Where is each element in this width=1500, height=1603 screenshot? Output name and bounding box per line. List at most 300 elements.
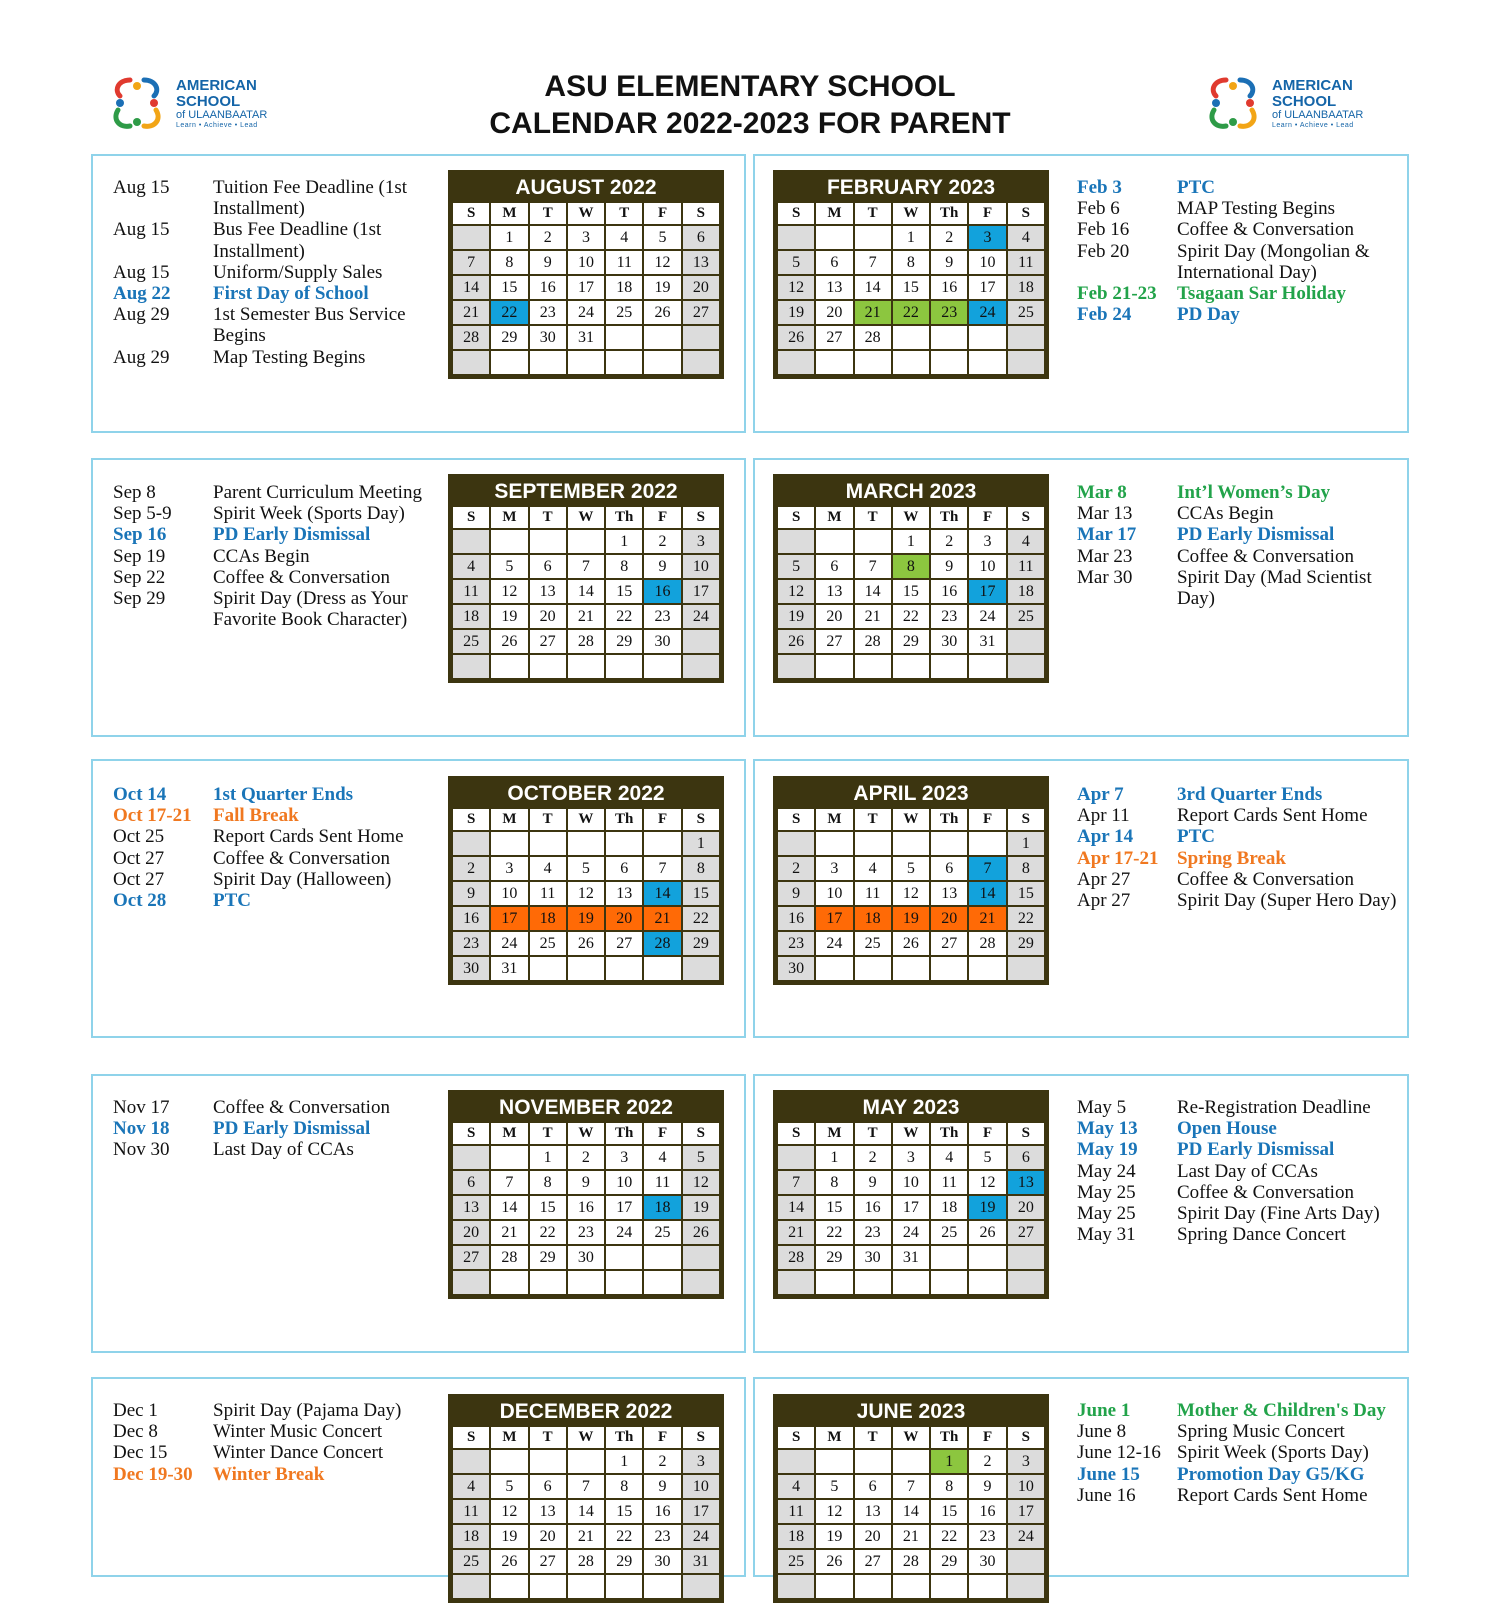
calendar-day-cell: 5 (969, 1146, 1005, 1169)
calendar-day-cell: 7 (644, 857, 680, 880)
calendar-day-cell (969, 326, 1005, 349)
calendar-day-cell: 14 (491, 1196, 527, 1219)
weekday-header: Th (931, 1123, 967, 1144)
calendar-day-cell (683, 630, 719, 653)
event-row (113, 304, 433, 346)
event-title: Coffee & Conversation (1177, 545, 1354, 567)
logo-line1: AMERICAN (176, 77, 257, 94)
event-date: Feb 21-23 (1077, 283, 1157, 305)
calendar-day-cell: 17 (568, 276, 604, 299)
event-date: Sep 22 (113, 566, 166, 588)
weekday-header: S (453, 507, 489, 528)
calendar-day-cell: 7 (568, 1475, 604, 1498)
event-title: Coffee & Conversation (213, 566, 390, 588)
event-row (113, 567, 433, 588)
event-title: PD Early Dismissal (213, 524, 371, 546)
calendar-day-cell: 14 (969, 882, 1005, 905)
calendar-day-cell: 23 (644, 605, 680, 628)
calendar-day-cell: 22 (1008, 907, 1044, 930)
calendar-day-cell: 13 (683, 251, 719, 274)
calendar-day-cell: 11 (931, 1171, 967, 1194)
calendar-day-cell: 19 (816, 1525, 852, 1548)
event-row (1077, 1224, 1407, 1245)
weekday-header: F (644, 1123, 680, 1144)
calendar-day-cell: 23 (931, 301, 967, 324)
event-row (1077, 1203, 1407, 1224)
event-date: Sep 8 (113, 482, 156, 503)
event-title: Spirit Week (Sports Day) (1177, 1442, 1369, 1464)
calendar-day-cell: 4 (606, 226, 642, 249)
calendar-day-cell: 4 (453, 555, 489, 578)
event-date: Apr 11 (1077, 805, 1130, 827)
weekday-header: T (530, 1427, 566, 1448)
calendar-day-cell: 15 (491, 276, 527, 299)
calendar-day-cell: 16 (530, 276, 566, 299)
calendar-day-cell: 28 (855, 326, 891, 349)
calendar-day-cell: 25 (644, 1221, 680, 1244)
calendar-day-cell (606, 655, 642, 678)
event-date: May 25 (1077, 1203, 1136, 1225)
event-title: Coffee & Conversation (213, 1097, 390, 1118)
weekday-header: W (568, 1427, 604, 1448)
calendar-day-cell: 2 (778, 857, 814, 880)
event-date: May 25 (1077, 1181, 1136, 1203)
calendar-day-cell: 21 (855, 301, 891, 324)
calendar-day-cell (893, 1575, 929, 1598)
event-row (1077, 1097, 1407, 1118)
logo-line3: of ULAANBAATAR (1272, 109, 1364, 121)
calendar-day-cell: 12 (969, 1171, 1005, 1194)
event-title: PD Day (1177, 304, 1240, 326)
calendar-day-cell: 24 (893, 1221, 929, 1244)
calendar-day-cell: 26 (778, 630, 814, 653)
calendar-day-cell (931, 655, 967, 678)
logo-line3: of ULAANBAATAR (176, 109, 268, 121)
calendar-day-cell: 28 (568, 1550, 604, 1573)
calendar-day-cell: 5 (816, 1475, 852, 1498)
event-row (1077, 1161, 1407, 1182)
calendar-day-cell: 27 (816, 630, 852, 653)
calendar-day-cell: 9 (530, 251, 566, 274)
calendar-day-cell: 18 (1008, 276, 1044, 299)
calendar-day-cell: 21 (453, 301, 489, 324)
calendar-day-cell: 13 (931, 882, 967, 905)
weekday-header: S (778, 809, 814, 830)
weekday-header: F (969, 507, 1005, 528)
weekday-header: F (644, 1427, 680, 1448)
calendar-day-cell: 26 (644, 301, 680, 324)
calendar-day-cell: 31 (893, 1246, 929, 1269)
event-row (113, 1400, 433, 1421)
weekday-header: S (1008, 203, 1044, 224)
calendar-day-cell (491, 351, 527, 374)
event-title: PD Early Dismissal (1177, 524, 1335, 546)
calendar-day-cell: 10 (1008, 1475, 1044, 1498)
weekday-header: S (778, 1123, 814, 1144)
calendar-day-cell: 20 (453, 1221, 489, 1244)
event-row (1077, 1485, 1407, 1506)
event-date: Apr 27 (1077, 890, 1131, 912)
calendar-day-cell: 6 (453, 1171, 489, 1194)
calendar-day-cell (855, 655, 891, 678)
calendar-day-cell: 3 (969, 226, 1005, 249)
calendar-day-cell (1008, 630, 1044, 653)
event-title: 3rd Quarter Ends (1177, 784, 1323, 805)
calendar-day-cell (816, 655, 852, 678)
calendar-day-cell: 22 (491, 301, 527, 324)
calendar-day-cell (778, 226, 814, 249)
weekday-header: T (530, 203, 566, 224)
calendar-day-cell: 7 (893, 1475, 929, 1498)
event-date: Oct 27 (113, 847, 165, 869)
calendar-day-cell (816, 957, 852, 980)
calendar-day-cell: 26 (683, 1221, 719, 1244)
calendar-day-cell: 15 (1008, 882, 1044, 905)
calendar-day-cell: 8 (893, 555, 929, 578)
calendar-day-cell: 25 (453, 630, 489, 653)
calendar-day-cell: 29 (683, 932, 719, 955)
event-date: Mar 13 (1077, 503, 1133, 525)
calendar-day-cell: 13 (816, 276, 852, 299)
weekday-header: S (1008, 1123, 1044, 1144)
calendar-day-cell: 29 (530, 1246, 566, 1269)
calendar-day-cell: 6 (606, 857, 642, 880)
calendar-day-cell (816, 832, 852, 855)
calendar-day-cell: 30 (568, 1246, 604, 1269)
calendar-day-cell: 23 (453, 932, 489, 955)
calendar-day-cell (568, 832, 604, 855)
calendar-day-cell: 19 (778, 605, 814, 628)
calendar-day-cell (778, 655, 814, 678)
calendar-day-cell (530, 832, 566, 855)
calendar-day-cell: 4 (644, 1146, 680, 1169)
calendar-day-cell (855, 226, 891, 249)
weekday-header: Th (606, 1427, 642, 1448)
calendar-day-cell (644, 1271, 680, 1294)
weekday-header: W (568, 507, 604, 528)
month-title: AUGUST 2022 (451, 173, 721, 203)
calendar-day-cell: 8 (606, 1475, 642, 1498)
calendar-day-cell (683, 1246, 719, 1269)
weekday-header: F (644, 809, 680, 830)
calendar-day-cell (453, 832, 489, 855)
calendar-day-cell: 3 (491, 857, 527, 880)
event-date: Aug 22 (113, 283, 171, 305)
calendar-day-cell: 2 (931, 226, 967, 249)
calendar-day-cell: 19 (683, 1196, 719, 1219)
calendar-day-cell: 12 (816, 1500, 852, 1523)
calendar-day-cell: 7 (568, 555, 604, 578)
calendar-day-cell (568, 1271, 604, 1294)
calendar-day-cell: 30 (644, 630, 680, 653)
event-date: Nov 30 (113, 1139, 170, 1161)
event-title: Last Day of CCAs (213, 1139, 354, 1161)
calendar-day-cell: 16 (969, 1500, 1005, 1523)
calendar-day-cell: 17 (1008, 1500, 1044, 1523)
weekday-header: M (491, 1427, 527, 1448)
calendar-apr (773, 776, 1049, 985)
calendar-day-cell (644, 957, 680, 980)
event-title: Report Cards Sent Home (1177, 1484, 1368, 1506)
calendar-day-cell: 20 (530, 605, 566, 628)
event-title: Coffee & Conversation (1177, 219, 1354, 241)
calendar-day-cell: 27 (1008, 1221, 1044, 1244)
calendar-day-cell: 17 (816, 907, 852, 930)
calendar-day-cell: 5 (644, 226, 680, 249)
calendar-day-cell: 1 (683, 832, 719, 855)
calendar-day-cell: 2 (453, 857, 489, 880)
event-title: Spring Break (1177, 847, 1286, 869)
calendar-day-cell (778, 1575, 814, 1598)
calendar-day-cell: 20 (816, 301, 852, 324)
event-title: Spirit Day (Mad Scientist Day) (1177, 566, 1372, 610)
calendar-day-cell: 5 (491, 1475, 527, 1498)
calendar-day-cell: 13 (816, 580, 852, 603)
calendar-day-cell (644, 832, 680, 855)
calendar-day-cell (644, 655, 680, 678)
event-date: June 16 (1077, 1484, 1136, 1506)
month-title: JUNE 2023 (776, 1397, 1046, 1427)
calendar-day-cell: 30 (530, 326, 566, 349)
month-title: OCTOBER 2022 (451, 779, 721, 809)
calendar-day-cell (530, 351, 566, 374)
calendar-day-cell (855, 351, 891, 374)
calendar-day-cell (816, 1575, 852, 1598)
event-date: Feb 20 (1077, 240, 1130, 262)
calendar-day-cell (453, 1450, 489, 1473)
calendar-day-cell: 21 (855, 605, 891, 628)
calendar-day-cell: 23 (855, 1221, 891, 1244)
event-row (113, 784, 433, 805)
calendar-day-cell: 11 (778, 1500, 814, 1523)
calendar-day-cell: 2 (568, 1146, 604, 1169)
events-apr (1077, 784, 1407, 911)
calendar-day-cell: 30 (969, 1550, 1005, 1573)
calendar-day-cell: 15 (606, 580, 642, 603)
weekday-header: M (816, 809, 852, 830)
weekday-header: S (453, 1427, 489, 1448)
event-row (113, 1097, 433, 1118)
event-date: Aug 29 (113, 304, 170, 326)
event-row (1077, 177, 1407, 198)
event-title: Last Day of CCAs (1177, 1160, 1318, 1182)
calendar-day-cell: 10 (683, 1475, 719, 1498)
event-date: Oct 25 (113, 826, 165, 848)
weekday-header: T (530, 507, 566, 528)
event-title: First Day of School (213, 283, 369, 305)
calendar-day-cell: 19 (568, 907, 604, 930)
event-date: Nov 18 (113, 1118, 170, 1140)
event-date: Sep 16 (113, 524, 167, 546)
event-row (113, 848, 433, 869)
calendar-day-cell: 1 (1008, 832, 1044, 855)
calendar-day-cell: 30 (453, 957, 489, 980)
event-date: Feb 24 (1077, 304, 1132, 326)
calendar-day-cell: 11 (453, 580, 489, 603)
calendar-day-cell: 17 (683, 1500, 719, 1523)
event-title: Winter Dance Concert (213, 1442, 384, 1464)
calendar-day-cell: 1 (491, 226, 527, 249)
event-row (1077, 1421, 1407, 1442)
calendar-day-cell: 14 (568, 1500, 604, 1523)
event-date: Mar 17 (1077, 524, 1137, 546)
event-title: Spring Dance Concert (1177, 1224, 1346, 1246)
event-row (113, 177, 433, 219)
calendar-day-cell: 4 (855, 857, 891, 880)
calendar-day-cell: 9 (644, 555, 680, 578)
calendar-day-cell (644, 1246, 680, 1269)
calendar-day-cell: 17 (969, 276, 1005, 299)
calendar-day-cell (855, 530, 891, 553)
calendar-day-cell (931, 832, 967, 855)
calendar-day-cell: 3 (816, 857, 852, 880)
calendar-day-cell: 16 (931, 580, 967, 603)
events-dec (113, 1400, 433, 1485)
calendar-day-cell: 13 (530, 580, 566, 603)
calendar-day-cell: 27 (816, 326, 852, 349)
calendar-day-cell (491, 1271, 527, 1294)
event-title: Winter Music Concert (213, 1421, 383, 1443)
event-date: June 15 (1077, 1463, 1140, 1485)
calendar-day-cell: 8 (491, 251, 527, 274)
calendar-day-cell (606, 1271, 642, 1294)
calendar-day-cell: 18 (530, 907, 566, 930)
calendar-day-cell (816, 226, 852, 249)
calendar-day-cell (969, 832, 1005, 855)
event-row (1077, 890, 1407, 911)
event-title: PD Early Dismissal (213, 1118, 371, 1140)
calendar-day-cell (568, 1575, 604, 1598)
calendar-day-cell: 25 (855, 932, 891, 955)
page-title-line1: ASU ELEMENTARY SCHOOL (544, 70, 956, 103)
event-title: Fall Break (213, 805, 299, 827)
calendar-day-cell: 26 (969, 1221, 1005, 1244)
calendar-day-cell: 4 (778, 1475, 814, 1498)
calendar-day-cell: 28 (644, 932, 680, 955)
event-row (1077, 304, 1407, 325)
calendar-day-cell: 12 (778, 276, 814, 299)
calendar-day-cell (893, 351, 929, 374)
event-row (1077, 784, 1407, 805)
weekday-header: T (855, 507, 891, 528)
weekday-header: F (969, 1123, 1005, 1144)
calendar-day-cell: 20 (530, 1525, 566, 1548)
weekday-header: F (644, 507, 680, 528)
calendar-day-cell: 21 (969, 907, 1005, 930)
weekday-header: S (1008, 809, 1044, 830)
calendar-day-cell: 28 (491, 1246, 527, 1269)
calendar-day-cell (969, 655, 1005, 678)
calendar-oct (448, 776, 724, 985)
weekday-header: F (969, 809, 1005, 830)
calendar-day-cell: 23 (568, 1221, 604, 1244)
event-date: Dec 8 (113, 1421, 158, 1443)
calendar-day-cell (969, 1246, 1005, 1269)
calendar-day-cell: 3 (683, 1450, 719, 1473)
calendar-day-cell (778, 1271, 814, 1294)
calendar-day-cell: 15 (683, 882, 719, 905)
calendar-day-cell: 27 (931, 932, 967, 955)
event-date: Mar 8 (1077, 482, 1127, 503)
event-date: Mar 23 (1077, 545, 1133, 567)
event-title: Int’l Women’s Day (1177, 482, 1331, 503)
calendar-day-cell: 19 (969, 1196, 1005, 1219)
calendar-day-cell: 3 (969, 530, 1005, 553)
calendar-day-cell (606, 832, 642, 855)
event-title: MAP Testing Begins (1177, 198, 1336, 220)
event-row (113, 524, 433, 545)
calendar-day-cell: 29 (606, 630, 642, 653)
calendar-day-cell: 14 (778, 1196, 814, 1219)
weekday-header: W (568, 203, 604, 224)
logo-line1: AMERICAN (1272, 77, 1353, 94)
calendar-day-cell: 16 (644, 1500, 680, 1523)
calendar-day-cell (530, 530, 566, 553)
event-date: May 31 (1077, 1224, 1136, 1246)
event-date: Feb 16 (1077, 219, 1130, 241)
event-title: CCAs Begin (213, 545, 310, 567)
calendar-day-cell: 23 (530, 301, 566, 324)
calendar-day-cell: 15 (893, 276, 929, 299)
event-row (113, 826, 433, 847)
weekday-header: F (969, 203, 1005, 224)
calendar-day-cell (568, 351, 604, 374)
calendar-feb (773, 170, 1049, 379)
weekday-header: F (644, 203, 680, 224)
calendar-day-cell: 10 (816, 882, 852, 905)
calendar-day-cell: 24 (816, 932, 852, 955)
event-title: PTC (1177, 177, 1215, 198)
calendar-day-cell: 25 (931, 1221, 967, 1244)
calendar-day-cell: 6 (683, 226, 719, 249)
weekday-header: W (893, 507, 929, 528)
weekday-header: M (816, 1123, 852, 1144)
calendar-day-cell: 5 (683, 1146, 719, 1169)
calendar-day-cell: 27 (855, 1550, 891, 1573)
calendar-day-cell: 4 (453, 1475, 489, 1498)
calendar-day-cell: 20 (683, 276, 719, 299)
calendar-day-cell (778, 1450, 814, 1473)
calendar-day-cell (683, 1575, 719, 1598)
calendar-day-cell (778, 1146, 814, 1169)
event-row (1077, 869, 1407, 890)
event-date: Oct 14 (113, 784, 167, 805)
calendar-day-cell (683, 1271, 719, 1294)
calendar-day-cell: 19 (893, 907, 929, 930)
calendar-day-cell: 6 (855, 1475, 891, 1498)
calendar-day-cell (606, 1575, 642, 1598)
calendar-day-cell: 20 (1008, 1196, 1044, 1219)
calendar-day-cell: 16 (568, 1196, 604, 1219)
event-date: Sep 29 (113, 588, 166, 610)
calendar-day-cell: 12 (893, 882, 929, 905)
event-date: Apr 7 (1077, 784, 1124, 805)
calendar-day-cell: 24 (969, 605, 1005, 628)
weekday-header: W (893, 1427, 929, 1448)
calendar-day-cell: 1 (893, 226, 929, 249)
event-date: May 5 (1077, 1097, 1127, 1118)
event-title: CCAs Begin (1177, 503, 1274, 525)
calendar-day-cell: 1 (893, 530, 929, 553)
calendar-day-cell: 12 (491, 1500, 527, 1523)
calendar-day-cell (931, 326, 967, 349)
calendar-day-cell: 21 (568, 1525, 604, 1548)
calendar-day-cell: 15 (931, 1500, 967, 1523)
event-row (113, 1421, 433, 1442)
calendar-day-cell: 9 (855, 1171, 891, 1194)
calendar-day-cell (453, 1271, 489, 1294)
calendar-day-cell: 16 (931, 276, 967, 299)
